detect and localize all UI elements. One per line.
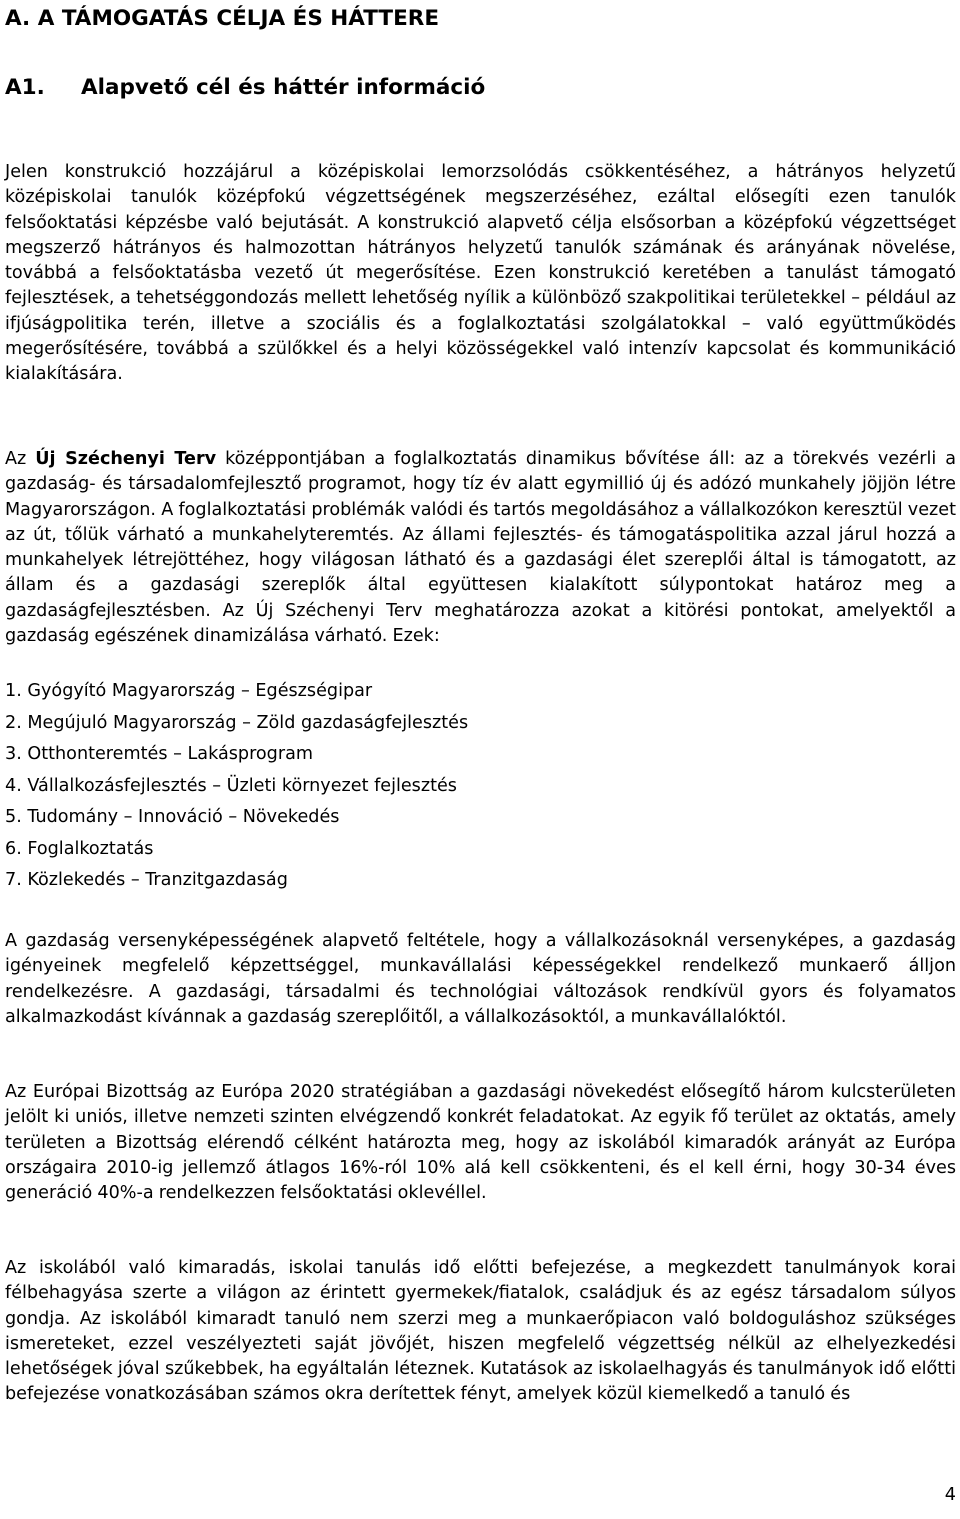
- list-item: 5. Tudomány – Innováció – Növekedés: [5, 807, 340, 827]
- paragraph-text: Az: [5, 449, 36, 469]
- paragraph-construction-goal: Jelen konstrukció hozzájárul a középiskolai lemorzsolódás csökkentéséhez, a hátrányos helyzetű középiskolai tanulók középfokú végzettségének megszerzéséhez, ezáltal elősegíti ezen tanulók felsőoktatási képzésbe való bejutását. A konstrukció alapvető célja elsősorban a középfokú végzettséget megszerző hátrányos és halmozottan hátrányos helyzetű tanulók számának és arányának növelése, továbbá a felsőoktatásba vezető út megerősítése. Ezen konstrukció keretében a tanulást támogató fejlesztések, a tehetséggondozás mellett lehetőség nyílik a különböző szakpolitikai területekkel – például az ifjúságpolitika terén, illetve a szociális és a foglalkoztatási szolgálatokkal – való együttműködés megerősítésére, továbbá a szülőkkel és a helyi közösségekkel való intenzív kapcsolat és kommunikáció kialakítására.: [5, 162, 956, 385]
- plan-name: Új Széchenyi Terv: [35, 449, 217, 469]
- paragraph-school-dropout: Az iskolából való kimaradás, iskolai tanulás idő előtti befejezése, a megkezdett tanulmányok korai félbehagyása szerte a világon az érintett gyermekek/fiatalok, családjuk és az egész társadalom súlyos gondja. Az iskolából kimaradt tanuló nem szerzi meg a munkaerőpiacon való boldoguláshoz szükséges ismereteket, ezzel veszélyezteti saját jövőjét, hiszen megfelelő végzettség nélkül az elhelyezkedési lehetőségek jóval szűkebbek, ha egyáltalán léteznek. Kutatások az iskolaelhagyás és tanulmányok idő előtti befejezése vonatkozásában számos okra derítettek fényt, amelyek közül kiemelkedő a tanuló és: [5, 1258, 956, 1405]
- subsection-heading: [5, 75, 485, 101]
- list-item: 6. Foglalkoztatás: [5, 838, 154, 859]
- paragraph-text: középpontjában a foglalkoztatás dinamikus bővítése áll: az a törekvés vezérli a gazdaság- és társadalomfejlesztő programot, hogy tíz év alatt egymillió új és adózó munkahely jöjjön létre Magyarországon. A foglalkoztatási problémák valódi és tartós megoldásához a vállalkozókon keresztül vezet az út, tőlük várható a munkahelyteremtés. Az állami fejlesztés- és támogatáspolitika azzal járul hozzá a munkahelyek létrejöttéhez, hogy világosan látható és a gazdasági élet szereplői által is támogatott, az állam és a gazdasági szereplők által együttesen kialakított súlypontokat határoz meg a gazdaságfejlesztésben. Az Új Széchenyi Terv meghatározza azokat a kitörési pontokat, amelyektől a gazdaság egészének dinamizálása várható. Ezek:: [5, 449, 956, 647]
- section-heading: A. A TÁMOGATÁS CÉLJA ÉS HÁTTERE: [5, 6, 440, 31]
- list-item: 2. Megújuló Magyarország – Zöld gazdaságfejlesztés: [5, 712, 469, 733]
- paragraph-competitiveness: A gazdaság versenyképességének alapvető feltétele, hogy a vállalkozásoknál versenyképes, a gazdaság igényeinek megfelelő képzettséggel, munkavállalási képességekkel rendelkező munkaerő álljon rendelkezésre. A gazdasági, társadalmi és technológiai változások rendkívül gyors és folyamatos alkalmazkodást kívánnak a gazdaság szereplőitől, a vállalkozásoktól, a munkavállalóktól.: [5, 931, 956, 1027]
- paragraph-uj-szechenyi-terv: [5, 447, 956, 649]
- page-number: 4: [944, 1485, 956, 1505]
- list-item: 1. Gyógyító Magyarország – Egészségipar: [5, 681, 373, 701]
- subsection-title: Alapvető cél és háttér információ: [81, 75, 486, 100]
- list-item: 4. Vállalkozásfejlesztés – Üzleti környezet fejlesztés: [5, 775, 457, 796]
- subsection-number: A1.: [5, 75, 45, 100]
- breakout-points-list: [5, 679, 468, 900]
- list-item: 7. Közlekedés – Tranzitgazdaság: [5, 870, 288, 890]
- paragraph-europe-2020: Az Európai Bizottság az Európa 2020 stratégiában a gazdasági növekedést elősegítő három kulcsterületen jelölt ki uniós, illetve nemzeti szinten elvégzendő konkrét feladatokat. Az egyik fő terület az oktatás, amely területen a Bizottság elérendő célként határozta meg, hogy az iskolából kimaradók arányát az Európa országaira 2010-ig jellemző átlagos 16%-ról 10% alá kell csökkenteni, és el kell érni, hogy 30-34 éves generáció 40%-a rendelkezzen felsőoktatási oklevéllel.: [5, 1082, 956, 1204]
- list-item: 3. Otthonteremtés – Lakásprogram: [5, 744, 314, 764]
